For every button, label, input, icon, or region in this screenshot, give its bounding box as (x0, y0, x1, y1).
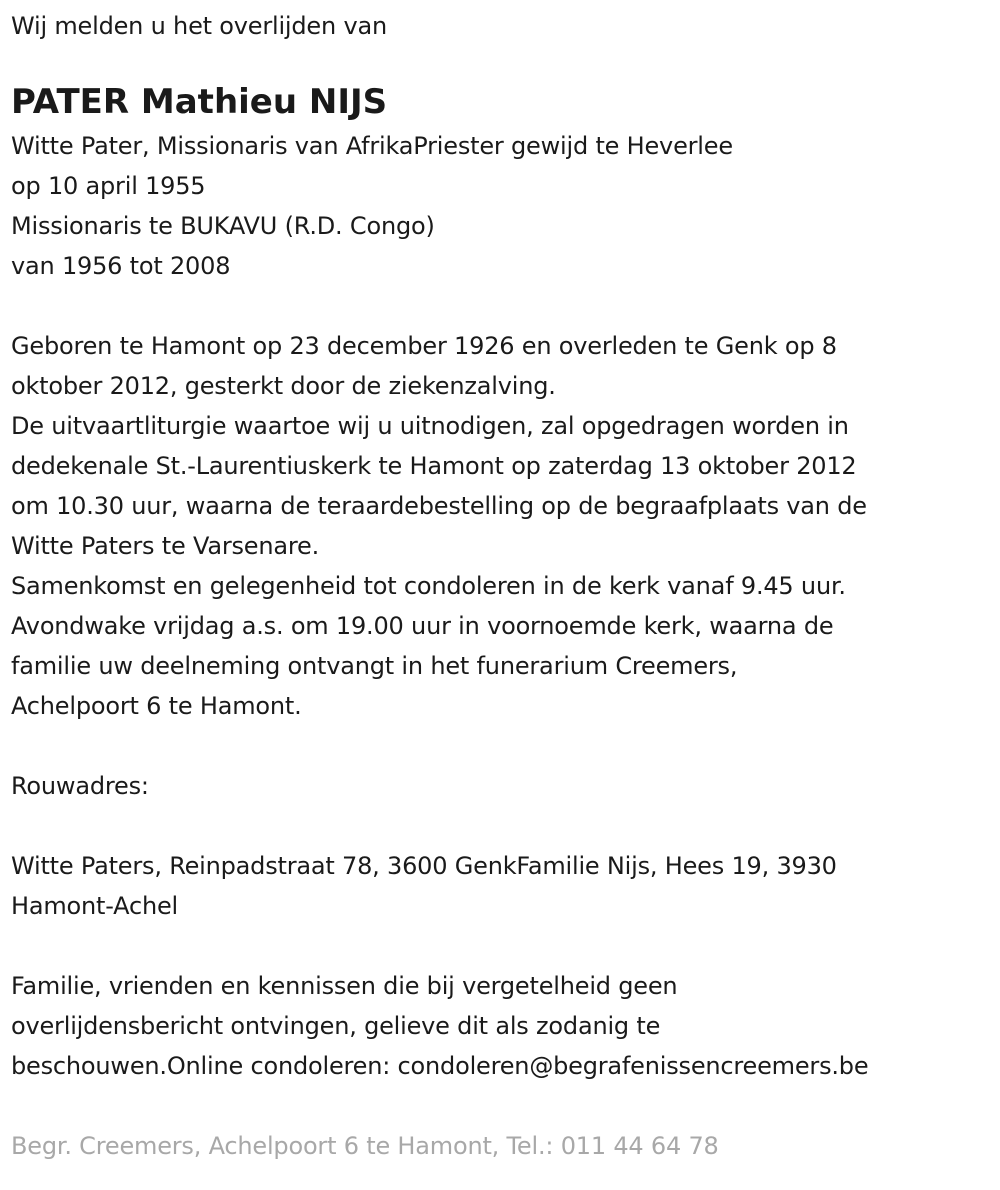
address-label: Rouwadres: (11, 772, 149, 800)
details-line: om 10.30 uur, waarna de teraardebestelling op de begraafplaats van de (11, 492, 867, 520)
funeral-home-footer: Begr. Creemers, Achelpoort 6 te Hamont, Tel.: 011 44 64 78 (11, 1132, 719, 1160)
details-line: Avondwake vrijdag a.s. om 19.00 uur in voornoemde kerk, waarna de (11, 612, 834, 640)
address-line: Witte Paters, Reinpadstraat 78, 3600 GenkFamilie Nijs, Hees 19, 3930 (11, 852, 837, 880)
details-block (11, 326, 868, 726)
details-line: Achelpoort 6 te Hamont. (11, 692, 302, 720)
bio-line: van 1956 tot 2008 (11, 252, 231, 280)
closing-line: beschouwen.Online condoleren: condoleren@begrafenissencreemers.be (11, 1052, 869, 1080)
closing-line: Familie, vrienden en kennissen die bij vergetelheid geen (11, 972, 678, 1000)
bio-line: op 10 april 1955 (11, 172, 206, 200)
address-block (11, 846, 868, 926)
details-line: Geboren te Hamont op 23 december 1926 en overleden te Genk op 8 (11, 332, 837, 360)
details-line: Samenkomst en gelegenheid tot condoleren in de kerk vanaf 9.45 uur. (11, 572, 846, 600)
intro-text: Wij melden u het overlijden van (11, 12, 387, 40)
details-line: Witte Paters te Varsenare. (11, 532, 320, 560)
closing-line: overlijdensbericht ontvingen, gelieve dit als zodanig te (11, 1012, 661, 1040)
deceased-name: PATER Mathieu NIJS (11, 82, 388, 122)
closing-block (11, 966, 868, 1086)
bio-line: Missionaris te BUKAVU (R.D. Congo) (11, 212, 435, 240)
obituary-notice (11, 6, 868, 1166)
bio-line: Witte Pater, Missionaris van AfrikaPriester gewijd te Heverlee (11, 132, 733, 160)
details-line: De uitvaartliturgie waartoe wij u uitnodigen, zal opgedragen worden in (11, 412, 849, 440)
bio-block (11, 126, 868, 286)
details-line: familie uw deelneming ontvangt in het funerarium Creemers, (11, 652, 738, 680)
details-line: oktober 2012, gesterkt door de ziekenzalving. (11, 372, 556, 400)
address-line: Hamont-Achel (11, 892, 179, 920)
details-line: dedekenale St.-Laurentiuskerk te Hamont op zaterdag 13 oktober 2012 (11, 452, 857, 480)
